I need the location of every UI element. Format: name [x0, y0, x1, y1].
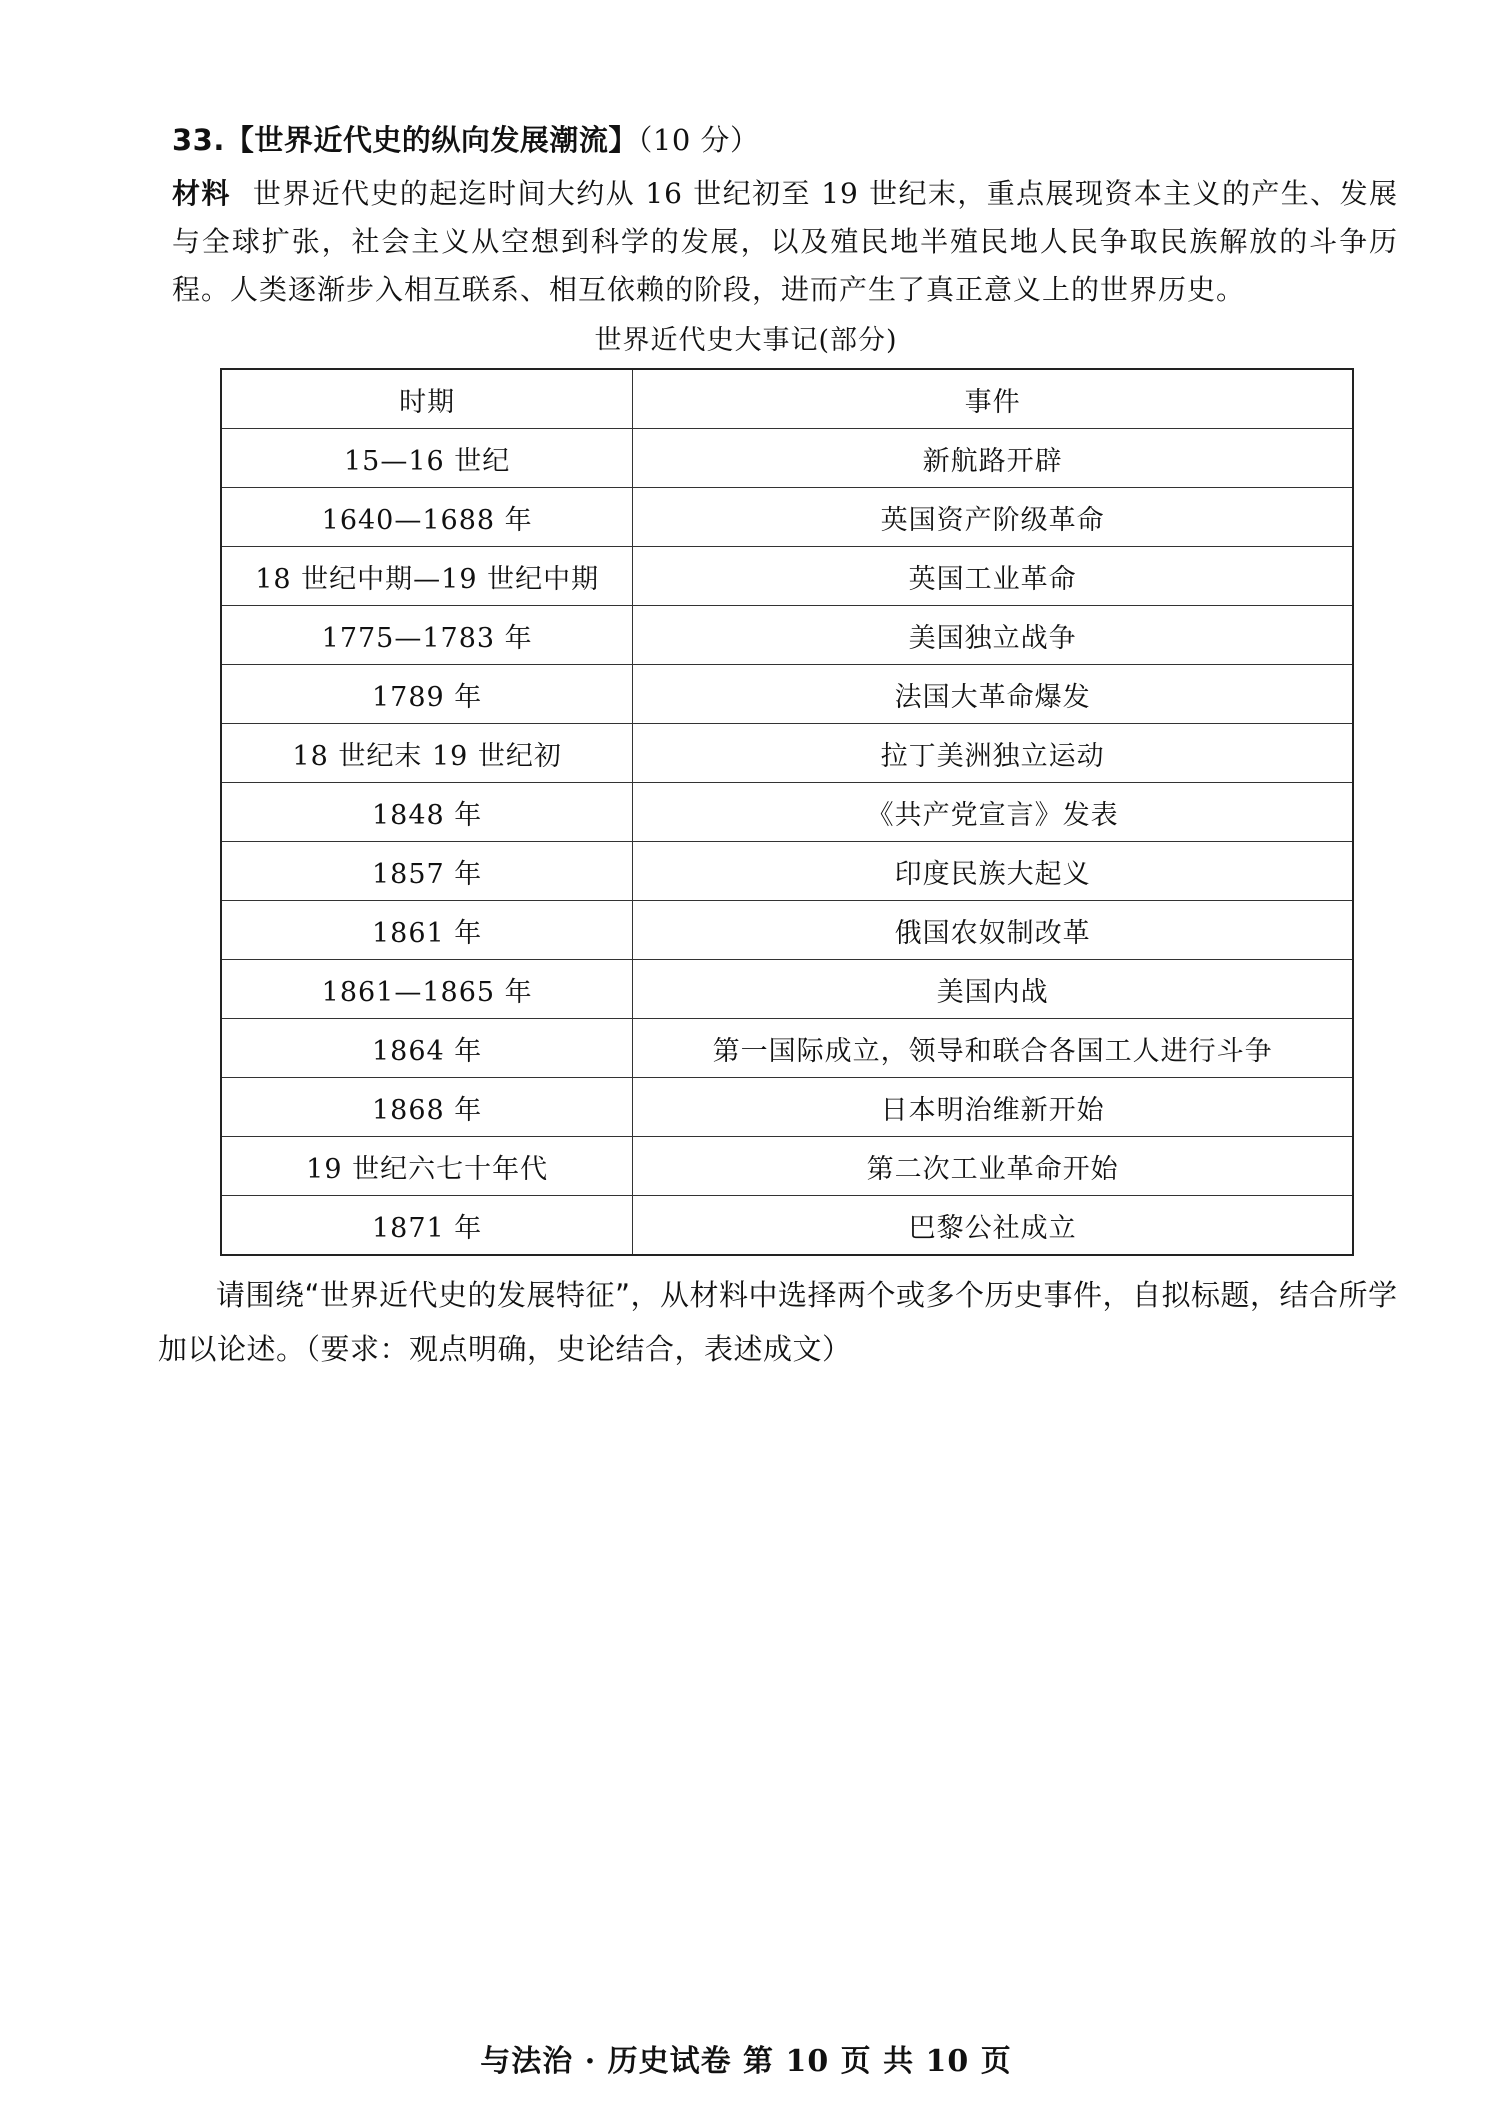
period-cell: 1857 年	[221, 842, 633, 901]
table-header-row	[221, 369, 1353, 429]
event-cell: 新航路开辟	[633, 429, 1353, 488]
table-row	[221, 901, 1353, 960]
table-row	[221, 1078, 1353, 1137]
event-cell: 美国独立战争	[633, 606, 1353, 665]
period-cell: 1861—1865 年	[221, 960, 633, 1019]
prompt-text: 请围绕“世界近代史的发展特征”，从材料中选择两个或多个历史事件，自拟标题，结合所学加以论述。（要求：观点明确，史论结合，表述成文）	[158, 1278, 1398, 1366]
table-row	[221, 842, 1353, 901]
period-cell: 1861 年	[221, 901, 633, 960]
table-row	[221, 665, 1353, 724]
table-row	[221, 606, 1353, 665]
table-row	[221, 1196, 1353, 1256]
material-label: 材料	[172, 177, 231, 210]
question-title: 【世界近代史的纵向发展潮流】	[224, 123, 638, 157]
timeline-table	[220, 368, 1354, 1256]
period-cell: 18 世纪末 19 世纪初	[221, 724, 633, 783]
event-cell: 《共产党宣言》发表	[633, 783, 1353, 842]
table-row	[221, 429, 1353, 488]
event-cell: 英国资产阶级革命	[633, 488, 1353, 547]
column-header-period: 时期	[221, 369, 633, 429]
event-cell: 美国内战	[633, 960, 1353, 1019]
table-row	[221, 1019, 1353, 1078]
period-cell: 1871 年	[221, 1196, 633, 1256]
period-cell: 1848 年	[221, 783, 633, 842]
table-row	[221, 783, 1353, 842]
period-cell: 19 世纪六七十年代	[221, 1137, 633, 1196]
event-cell: 印度民族大起义	[633, 842, 1353, 901]
period-cell: 1789 年	[221, 665, 633, 724]
page-footer: 与法治 · 历史试卷 第 10 页 共 10 页	[480, 2044, 1012, 2079]
event-cell: 俄国农奴制改革	[633, 901, 1353, 960]
table-row	[221, 1137, 1353, 1196]
question-number: 33.	[172, 123, 225, 157]
event-cell: 日本明治维新开始	[633, 1078, 1353, 1137]
period-cell: 1864 年	[221, 1019, 633, 1078]
period-cell: 15—16 世纪	[221, 429, 633, 488]
event-cell: 第一国际成立，领导和联合各国工人进行斗争	[633, 1019, 1353, 1078]
table-row	[221, 547, 1353, 606]
event-cell: 巴黎公社成立	[633, 1196, 1353, 1256]
table-row	[221, 488, 1353, 547]
table-caption: 世界近代史大事记(部分)	[594, 325, 898, 356]
event-cell: 法国大革命爆发	[633, 665, 1353, 724]
material-passage	[172, 170, 1398, 314]
period-cell: 1640—1688 年	[221, 488, 633, 547]
question-score: （10 分）	[637, 123, 760, 157]
event-cell: 英国工业革命	[633, 547, 1353, 606]
period-cell: 1868 年	[221, 1078, 633, 1137]
table-body	[221, 429, 1353, 1256]
event-cell: 拉丁美洲独立运动	[633, 724, 1353, 783]
question-heading	[172, 118, 760, 159]
event-cell: 第二次工业革命开始	[633, 1137, 1353, 1196]
table-row	[221, 724, 1353, 783]
material-text: 世界近代史的起迄时间大约从 16 世纪初至 19 世纪末，重点展现资本主义的产生、发展与全球扩张，社会主义从空想到科学的发展，以及殖民地半殖民地人民争取民族解放的斗争历程。人类逐渐步入相互联系、相互依赖的阶段，进而产生了真正意义上的世界历史。	[172, 177, 1398, 306]
table-row	[221, 960, 1353, 1019]
period-cell: 1775—1783 年	[221, 606, 633, 665]
column-header-event: 事件	[633, 369, 1353, 429]
period-cell: 18 世纪中期—19 世纪中期	[221, 547, 633, 606]
essay-prompt	[158, 1268, 1398, 1376]
